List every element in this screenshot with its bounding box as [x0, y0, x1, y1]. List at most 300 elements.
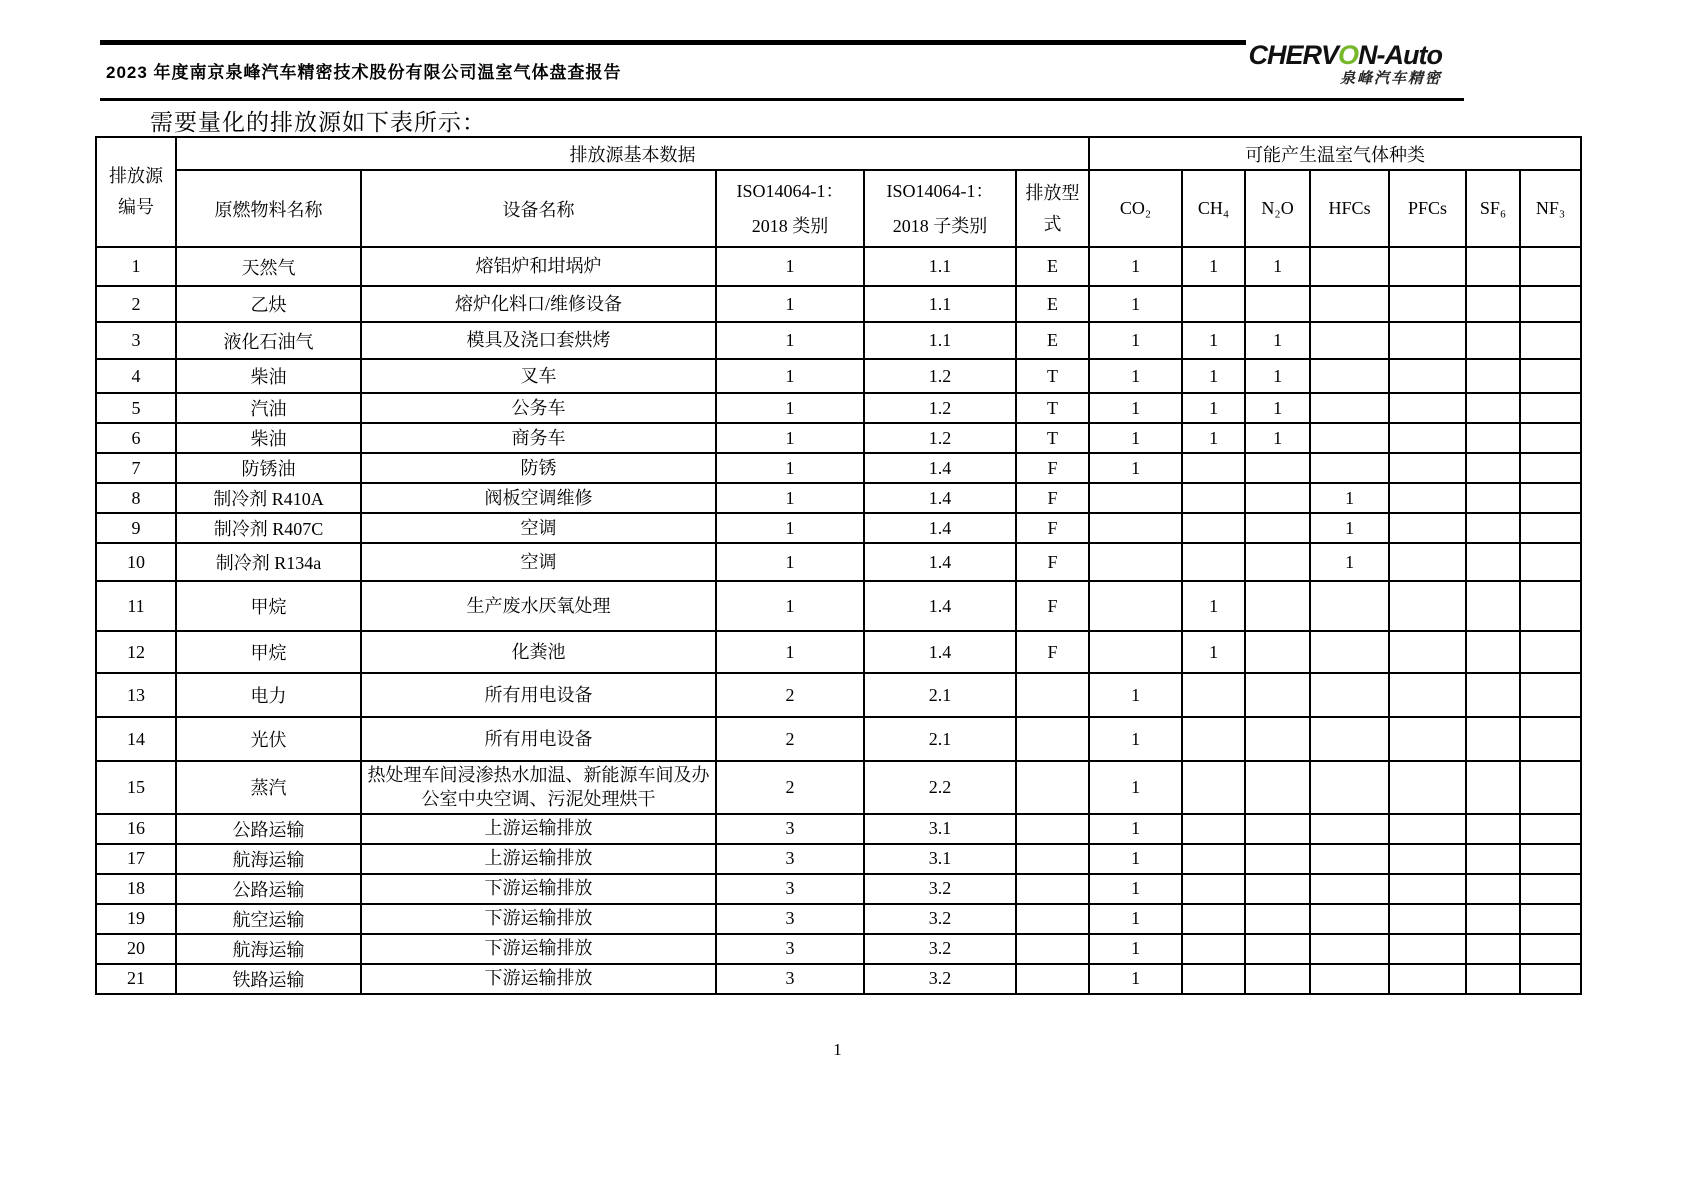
- table-row: [96, 423, 1581, 453]
- cell-subcategory: 1.4: [864, 631, 1016, 673]
- cell-pfcs: [1389, 964, 1466, 994]
- document-header-title: 2023 年度南京泉峰汽车精密技术股份有限公司温室气体盘查报告: [106, 63, 622, 82]
- cell-co2: 1: [1089, 761, 1182, 814]
- cell-hfcs: [1310, 761, 1389, 814]
- table-row: [96, 904, 1581, 934]
- cell-n2o: 1: [1245, 247, 1310, 286]
- cell-material: 航海运输: [176, 844, 361, 874]
- cell-hfcs: [1310, 423, 1389, 453]
- cell-category: 1: [716, 543, 864, 581]
- cell-pfcs: [1389, 483, 1466, 513]
- cell-equipment: 防锈: [361, 453, 716, 483]
- cell-pfcs: [1389, 673, 1466, 717]
- cell-n2o: 1: [1245, 393, 1310, 423]
- cell-pfcs: [1389, 543, 1466, 581]
- cell-subcategory: 1.4: [864, 453, 1016, 483]
- cell-pfcs: [1389, 247, 1466, 286]
- cell-pfcs: [1389, 761, 1466, 814]
- cell-sf6: [1466, 814, 1520, 844]
- cell-co2: 1: [1089, 322, 1182, 359]
- cell-ch4: [1182, 453, 1245, 483]
- cell-material: 铁路运输: [176, 964, 361, 994]
- header-pfcs: PFCs: [1389, 170, 1466, 247]
- cell-nf3: [1520, 543, 1581, 581]
- cell-equipment: 下游运输排放: [361, 874, 716, 904]
- header-top-rule: [100, 40, 1246, 45]
- cell-pfcs: [1389, 286, 1466, 322]
- header-iso-category: ISO14064-1：2018 类别: [716, 170, 864, 247]
- cell-n2o: [1245, 673, 1310, 717]
- cell-pfcs: [1389, 631, 1466, 673]
- cell-type: T: [1016, 423, 1089, 453]
- cell-type: F: [1016, 453, 1089, 483]
- cell-material: 柴油: [176, 423, 361, 453]
- cell-nf3: [1520, 814, 1581, 844]
- cell-material: 乙炔: [176, 286, 361, 322]
- cell-nf3: [1520, 483, 1581, 513]
- chervon-auto-logo: [1249, 42, 1443, 86]
- cell-category: 3: [716, 934, 864, 964]
- cell-ch4: [1182, 483, 1245, 513]
- cell-co2: 1: [1089, 673, 1182, 717]
- table-row: [96, 286, 1581, 322]
- cell-subcategory: 3.2: [864, 964, 1016, 994]
- cell-n2o: [1245, 483, 1310, 513]
- cell-equipment: 商务车: [361, 423, 716, 453]
- cell-equipment: 下游运输排放: [361, 964, 716, 994]
- cell-hfcs: [1310, 874, 1389, 904]
- logo-brand-prefix: CHERV: [1248, 40, 1339, 70]
- cell-pfcs: [1389, 904, 1466, 934]
- cell-n2o: [1245, 543, 1310, 581]
- cell-pfcs: [1389, 393, 1466, 423]
- cell-subcategory: 1.4: [864, 483, 1016, 513]
- cell-pfcs: [1389, 934, 1466, 964]
- cell-co2: [1089, 581, 1182, 631]
- cell-nf3: [1520, 286, 1581, 322]
- cell-category: 1: [716, 423, 864, 453]
- cell-hfcs: [1310, 844, 1389, 874]
- cell-pfcs: [1389, 581, 1466, 631]
- cell-material: 甲烷: [176, 631, 361, 673]
- header-emission-type: 排放型式: [1016, 170, 1089, 247]
- cell-id: 5: [96, 393, 176, 423]
- cell-id: 12: [96, 631, 176, 673]
- cell-material: 航海运输: [176, 934, 361, 964]
- cell-id: 1: [96, 247, 176, 286]
- cell-nf3: [1520, 322, 1581, 359]
- cell-co2: 1: [1089, 453, 1182, 483]
- cell-nf3: [1520, 631, 1581, 673]
- cell-material: 电力: [176, 673, 361, 717]
- table-row: [96, 673, 1581, 717]
- cell-nf3: [1520, 423, 1581, 453]
- cell-n2o: [1245, 934, 1310, 964]
- cell-n2o: [1245, 814, 1310, 844]
- cell-hfcs: [1310, 286, 1389, 322]
- cell-hfcs: [1310, 814, 1389, 844]
- cell-type: [1016, 904, 1089, 934]
- table-row: [96, 844, 1581, 874]
- cell-co2: 1: [1089, 286, 1182, 322]
- cell-nf3: [1520, 673, 1581, 717]
- cell-n2o: [1245, 453, 1310, 483]
- header-sf6: SF₆: [1466, 170, 1520, 247]
- cell-type: T: [1016, 359, 1089, 393]
- cell-equipment: 下游运输排放: [361, 904, 716, 934]
- cell-sf6: [1466, 359, 1520, 393]
- cell-subcategory: 1.4: [864, 513, 1016, 543]
- cell-type: [1016, 814, 1089, 844]
- cell-subcategory: 1.4: [864, 543, 1016, 581]
- cell-id: 13: [96, 673, 176, 717]
- header-material: 原燃物料名称: [176, 170, 361, 247]
- cell-ch4: [1182, 904, 1245, 934]
- cell-co2: 1: [1089, 964, 1182, 994]
- cell-hfcs: [1310, 359, 1389, 393]
- cell-sf6: [1466, 513, 1520, 543]
- cell-co2: 1: [1089, 934, 1182, 964]
- cell-ch4: 1: [1182, 247, 1245, 286]
- page-number: 1: [833, 1040, 842, 1059]
- cell-nf3: [1520, 513, 1581, 543]
- cell-sf6: [1466, 964, 1520, 994]
- cell-ch4: 1: [1182, 581, 1245, 631]
- cell-hfcs: 1: [1310, 513, 1389, 543]
- cell-pfcs: [1389, 423, 1466, 453]
- header-group-gas-types: 可能产生温室气体种类: [1089, 137, 1581, 170]
- cell-subcategory: 1.1: [864, 286, 1016, 322]
- cell-hfcs: [1310, 247, 1389, 286]
- cell-type: F: [1016, 581, 1089, 631]
- cell-subcategory: 3.2: [864, 934, 1016, 964]
- cell-n2o: [1245, 761, 1310, 814]
- cell-category: 1: [716, 286, 864, 322]
- cell-equipment: 生产废水厌氧处理: [361, 581, 716, 631]
- cell-pfcs: [1389, 359, 1466, 393]
- cell-type: F: [1016, 631, 1089, 673]
- cell-category: 1: [716, 322, 864, 359]
- cell-type: [1016, 673, 1089, 717]
- cell-hfcs: 1: [1310, 543, 1389, 581]
- cell-material: 柴油: [176, 359, 361, 393]
- cell-type: [1016, 964, 1089, 994]
- cell-sf6: [1466, 423, 1520, 453]
- cell-pfcs: [1389, 874, 1466, 904]
- cell-co2: 1: [1089, 247, 1182, 286]
- table-header-row-groups: [96, 137, 1581, 170]
- cell-type: [1016, 717, 1089, 761]
- cell-nf3: [1520, 717, 1581, 761]
- cell-subcategory: 3.1: [864, 844, 1016, 874]
- cell-category: 1: [716, 581, 864, 631]
- cell-co2: [1089, 513, 1182, 543]
- cell-nf3: [1520, 964, 1581, 994]
- cell-category: 1: [716, 393, 864, 423]
- cell-equipment: 空调: [361, 543, 716, 581]
- cell-id: 21: [96, 964, 176, 994]
- cell-category: 1: [716, 483, 864, 513]
- cell-subcategory: 1.2: [864, 423, 1016, 453]
- cell-n2o: 1: [1245, 423, 1310, 453]
- cell-category: 2: [716, 761, 864, 814]
- logo-brand-suffix: N-Auto: [1358, 40, 1442, 70]
- cell-type: [1016, 844, 1089, 874]
- cell-ch4: [1182, 513, 1245, 543]
- table-row: [96, 964, 1581, 994]
- table-row: [96, 934, 1581, 964]
- cell-id: 6: [96, 423, 176, 453]
- cell-equipment: 所有用电设备: [361, 717, 716, 761]
- cell-id: 10: [96, 543, 176, 581]
- cell-id: 8: [96, 483, 176, 513]
- cell-n2o: [1245, 717, 1310, 761]
- cell-ch4: 1: [1182, 423, 1245, 453]
- cell-sf6: [1466, 247, 1520, 286]
- cell-ch4: 1: [1182, 359, 1245, 393]
- cell-ch4: [1182, 874, 1245, 904]
- cell-id: 17: [96, 844, 176, 874]
- emission-table-body: [96, 247, 1581, 994]
- cell-category: 3: [716, 844, 864, 874]
- table-row: [96, 513, 1581, 543]
- cell-pfcs: [1389, 513, 1466, 543]
- logo-brand-text: [1249, 42, 1443, 69]
- header-ch4: CH₄: [1182, 170, 1245, 247]
- cell-ch4: [1182, 286, 1245, 322]
- cell-type: E: [1016, 247, 1089, 286]
- cell-equipment: 热处理车间浸渗热水加温、新能源车间及办公室中央空调、污泥处理烘干: [361, 761, 716, 814]
- cell-sf6: [1466, 581, 1520, 631]
- cell-sf6: [1466, 483, 1520, 513]
- cell-category: 1: [716, 453, 864, 483]
- cell-hfcs: [1310, 322, 1389, 359]
- cell-id: 11: [96, 581, 176, 631]
- table-row: [96, 581, 1581, 631]
- header-bottom-rule: [100, 98, 1464, 101]
- cell-ch4: 1: [1182, 322, 1245, 359]
- cell-equipment: 上游运输排放: [361, 814, 716, 844]
- cell-nf3: [1520, 934, 1581, 964]
- cell-sf6: [1466, 393, 1520, 423]
- cell-category: 1: [716, 513, 864, 543]
- cell-subcategory: 1.4: [864, 581, 1016, 631]
- cell-sf6: [1466, 717, 1520, 761]
- table-header: [96, 137, 1581, 247]
- cell-type: T: [1016, 393, 1089, 423]
- cell-id: 4: [96, 359, 176, 393]
- cell-sf6: [1466, 934, 1520, 964]
- cell-subcategory: 1.2: [864, 359, 1016, 393]
- cell-co2: [1089, 631, 1182, 673]
- cell-id: 9: [96, 513, 176, 543]
- cell-subcategory: 2.1: [864, 673, 1016, 717]
- cell-equipment: 熔炉化料口/维修设备: [361, 286, 716, 322]
- cell-hfcs: [1310, 673, 1389, 717]
- table-row: [96, 543, 1581, 581]
- cell-co2: [1089, 483, 1182, 513]
- cell-subcategory: 2.1: [864, 717, 1016, 761]
- cell-ch4: 1: [1182, 393, 1245, 423]
- cell-sf6: [1466, 874, 1520, 904]
- table-row: [96, 247, 1581, 286]
- cell-subcategory: 3.2: [864, 874, 1016, 904]
- cell-n2o: [1245, 286, 1310, 322]
- logo-green-o-icon: O: [1338, 40, 1359, 70]
- cell-material: 天然气: [176, 247, 361, 286]
- cell-ch4: [1182, 934, 1245, 964]
- header-equipment: 设备名称: [361, 170, 716, 247]
- table-row: [96, 631, 1581, 673]
- cell-category: 1: [716, 247, 864, 286]
- cell-type: [1016, 934, 1089, 964]
- cell-sf6: [1466, 844, 1520, 874]
- cell-hfcs: [1310, 453, 1389, 483]
- header-iso-subcategory: ISO14064-1：2018 子类别: [864, 170, 1016, 247]
- table-row: [96, 717, 1581, 761]
- cell-nf3: [1520, 904, 1581, 934]
- cell-nf3: [1520, 247, 1581, 286]
- header-source-id: 排放源编号: [96, 137, 176, 247]
- cell-category: 3: [716, 814, 864, 844]
- table-row: [96, 359, 1581, 393]
- cell-ch4: [1182, 717, 1245, 761]
- cell-equipment: 阀板空调维修: [361, 483, 716, 513]
- cell-ch4: 1: [1182, 631, 1245, 673]
- cell-material: 公路运输: [176, 814, 361, 844]
- cell-ch4: [1182, 814, 1245, 844]
- cell-co2: 1: [1089, 423, 1182, 453]
- cell-equipment: 模具及浇口套烘烤: [361, 322, 716, 359]
- cell-n2o: 1: [1245, 359, 1310, 393]
- cell-material: 制冷剂 R410A: [176, 483, 361, 513]
- cell-category: 3: [716, 904, 864, 934]
- cell-sf6: [1466, 904, 1520, 934]
- cell-sf6: [1466, 543, 1520, 581]
- table-row: [96, 393, 1581, 423]
- cell-sf6: [1466, 453, 1520, 483]
- cell-hfcs: [1310, 964, 1389, 994]
- cell-id: 3: [96, 322, 176, 359]
- cell-subcategory: 1.1: [864, 322, 1016, 359]
- table-row: [96, 483, 1581, 513]
- cell-co2: 1: [1089, 814, 1182, 844]
- cell-hfcs: [1310, 581, 1389, 631]
- cell-type: F: [1016, 513, 1089, 543]
- cell-type: [1016, 874, 1089, 904]
- cell-n2o: [1245, 874, 1310, 904]
- cell-sf6: [1466, 322, 1520, 359]
- cell-pfcs: [1389, 322, 1466, 359]
- cell-sf6: [1466, 631, 1520, 673]
- cell-co2: [1089, 543, 1182, 581]
- cell-n2o: [1245, 631, 1310, 673]
- cell-nf3: [1520, 393, 1581, 423]
- cell-pfcs: [1389, 453, 1466, 483]
- header-group-basic-data: 排放源基本数据: [176, 137, 1089, 170]
- cell-subcategory: 1.1: [864, 247, 1016, 286]
- cell-material: 制冷剂 R134a: [176, 543, 361, 581]
- table-row: [96, 814, 1581, 844]
- table-row: [96, 761, 1581, 814]
- cell-type: E: [1016, 322, 1089, 359]
- cell-co2: 1: [1089, 904, 1182, 934]
- cell-co2: 1: [1089, 844, 1182, 874]
- cell-id: 16: [96, 814, 176, 844]
- cell-n2o: [1245, 964, 1310, 994]
- header-co2: CO₂: [1089, 170, 1182, 247]
- cell-equipment: 公务车: [361, 393, 716, 423]
- cell-ch4: [1182, 673, 1245, 717]
- cell-equipment: 所有用电设备: [361, 673, 716, 717]
- cell-category: 2: [716, 673, 864, 717]
- cell-nf3: [1520, 874, 1581, 904]
- cell-material: 蒸汽: [176, 761, 361, 814]
- table-row: [96, 874, 1581, 904]
- cell-n2o: [1245, 844, 1310, 874]
- table-row: [96, 322, 1581, 359]
- cell-material: 汽油: [176, 393, 361, 423]
- cell-id: 14: [96, 717, 176, 761]
- cell-nf3: [1520, 453, 1581, 483]
- cell-n2o: [1245, 513, 1310, 543]
- cell-hfcs: [1310, 631, 1389, 673]
- cell-ch4: [1182, 844, 1245, 874]
- cell-type: F: [1016, 543, 1089, 581]
- cell-hfcs: 1: [1310, 483, 1389, 513]
- cell-equipment: 化粪池: [361, 631, 716, 673]
- cell-type: E: [1016, 286, 1089, 322]
- cell-material: 液化石油气: [176, 322, 361, 359]
- cell-pfcs: [1389, 814, 1466, 844]
- cell-n2o: [1245, 904, 1310, 934]
- cell-material: 制冷剂 R407C: [176, 513, 361, 543]
- cell-co2: 1: [1089, 359, 1182, 393]
- cell-subcategory: 3.1: [864, 814, 1016, 844]
- cell-material: 航空运输: [176, 904, 361, 934]
- cell-co2: 1: [1089, 717, 1182, 761]
- cell-hfcs: [1310, 717, 1389, 761]
- cell-sf6: [1466, 761, 1520, 814]
- cell-category: 1: [716, 359, 864, 393]
- header-hfcs: HFCs: [1310, 170, 1389, 247]
- cell-id: 20: [96, 934, 176, 964]
- cell-subcategory: 2.2: [864, 761, 1016, 814]
- cell-co2: 1: [1089, 874, 1182, 904]
- cell-material: 甲烷: [176, 581, 361, 631]
- cell-n2o: 1: [1245, 322, 1310, 359]
- cell-category: 1: [716, 631, 864, 673]
- cell-id: 18: [96, 874, 176, 904]
- cell-material: 公路运输: [176, 874, 361, 904]
- header-nf3: NF₃: [1520, 170, 1581, 247]
- cell-id: 2: [96, 286, 176, 322]
- cell-ch4: [1182, 964, 1245, 994]
- logo-subtitle: 泉峰汽车精密: [1339, 70, 1442, 87]
- cell-id: 7: [96, 453, 176, 483]
- cell-subcategory: 1.2: [864, 393, 1016, 423]
- cell-pfcs: [1389, 844, 1466, 874]
- cell-id: 19: [96, 904, 176, 934]
- cell-category: 3: [716, 964, 864, 994]
- cell-nf3: [1520, 581, 1581, 631]
- cell-hfcs: [1310, 934, 1389, 964]
- cell-category: 3: [716, 874, 864, 904]
- cell-sf6: [1466, 286, 1520, 322]
- cell-ch4: [1182, 543, 1245, 581]
- cell-hfcs: [1310, 904, 1389, 934]
- table-header-row-columns: [96, 170, 1581, 247]
